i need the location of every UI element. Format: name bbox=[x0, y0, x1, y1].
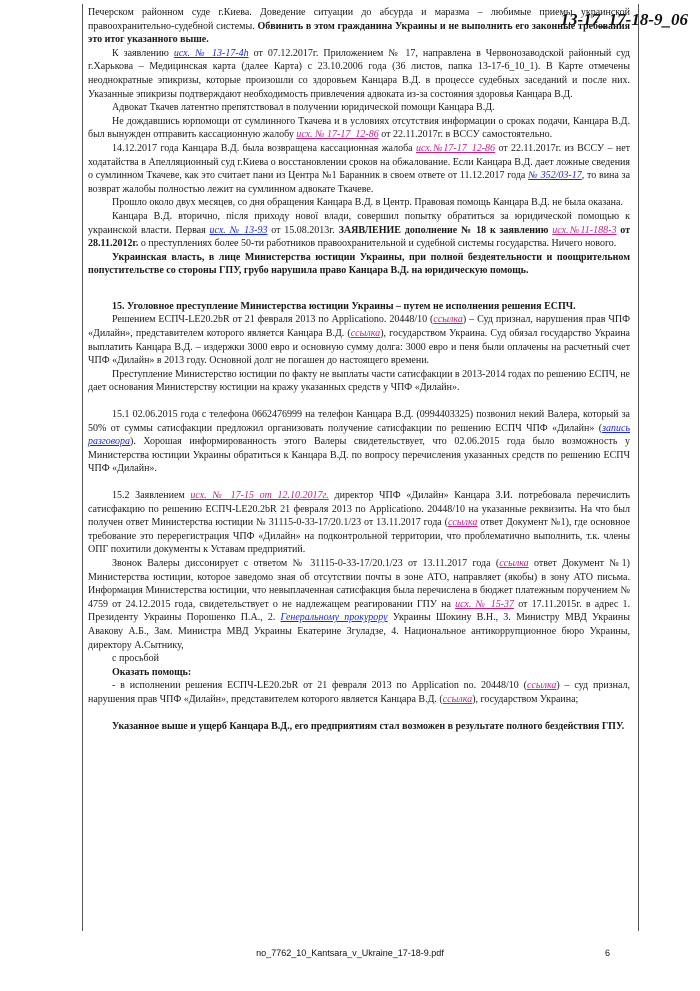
paragraph-valera-call bbox=[88, 557, 630, 652]
paragraph-intro bbox=[88, 6, 630, 47]
paragraph-cassation bbox=[88, 115, 630, 142]
text: от 15.08.2013г. bbox=[271, 224, 335, 236]
reference-link[interactable]: ссылка bbox=[442, 693, 473, 705]
text: от 22.11.2017г. в ВССУ самостоятельно. bbox=[381, 129, 553, 141]
page-number: 6 bbox=[605, 948, 611, 958]
paragraph-help-item bbox=[88, 679, 630, 706]
text: Украины Шокину В.Н., 3. Министру МВД Украины Авакову А.Б., Зам. Министра МВД Украины Екатерине Згуладзе, 4. Национальное антикоррупционное бюро Украины, директору А.Сытнику, bbox=[88, 612, 630, 651]
reference-link[interactable]: ссылка bbox=[526, 680, 557, 692]
text: Звонок Валеры диссонирует с ответом № 31115-0-33-17/20.1/23 от 13.11.2017 года ( bbox=[112, 557, 500, 569]
document-link[interactable]: исх. № 17-17_12-86 bbox=[296, 129, 379, 141]
spacer bbox=[88, 395, 630, 408]
text: от 17.11.2015г. в адрес 1. Президенту Украины Порошенко П.А., 2. bbox=[88, 598, 631, 624]
paragraph-echr-decision bbox=[88, 313, 630, 367]
document-link[interactable]: исх. № 17-15 от 12.10.2017г. bbox=[190, 490, 329, 501]
paragraph-returned-complaint bbox=[88, 142, 630, 196]
spacer bbox=[88, 707, 630, 720]
text: ответ Документ №1), где основное требование это перерегистрация ЧПФ «Дилайн» на подконтрольной территории, что проблематично выполнить, т.к. члены ОПГ похитили документы к Уставам предприятий. bbox=[88, 517, 631, 556]
text: ), государством Украина. Суд обязал государство Украина выплатить Канцара В.Д. – издержки 3000 евро и основную сумму долга: 3000 евро и пеня были оплачены на расчетный счет ЧПФ «Дилайн» в 2013 году. Основной долг не погашен до настоящего времени. bbox=[88, 328, 630, 367]
text: Не дождавшись юрпомощи от сумлинного Ткачева и в условиях отсутствия информации о сроках подачи, Канцара В.Д. был вынужден отправить кассационную жалобу bbox=[88, 115, 630, 141]
bold-text: Обвинить в этом гражданина Украины и не выполнить его законные требования это итог указанного выше. bbox=[88, 20, 630, 46]
reference-link[interactable]: ссылка bbox=[499, 557, 529, 569]
text: ) – суд признал, нарушения прав ЧПФ «Дилайн», представителем которого является Канцара В.Д. ( bbox=[88, 680, 630, 705]
text: - в исполнении решения ЕСПЧ-LE20.2bR от 21 февраля 2013 по Application no. 20448/10 ( bbox=[112, 680, 527, 692]
paragraph-ministry-crime: Преступление Министерство юстиции по факту не выплаты части сатисфакции в 2013-2014 годах по решению ЕСПЧ, не дает основания Министерству юстиции на кражу указанных средств у ЧПФ «Дилайн». bbox=[88, 368, 630, 394]
document-link[interactable]: № 352/03-17 bbox=[528, 170, 582, 182]
document-link[interactable]: исх. № 13-93 bbox=[209, 224, 268, 236]
paragraph-violation-summary: Украинская власть, в лице Министерства юстиции Украины, при полной бездеятельности и поощрительном попустительстве со стороны ГПУ, грубо нарушила право Канцара В.Д. на юридическую помощь. bbox=[88, 251, 630, 277]
text: Печерском районном суде г.Киева. Доведение ситуации до абсурда и маразма – любимые приемы украинской правоохранительно-судебной системы. bbox=[88, 7, 630, 32]
section-15-heading: 15. Уголовное преступление Министерства юстиции Украины – путем не исполнения решения ЕСПЧ. bbox=[112, 300, 576, 312]
text: ответ Документ №1) Министерства юстиции, которое заведомо зная об отсутствии почты в зоне АТО, направляет (якобы) в зону АТО письма. Информация Министерства юстиции, что невыплаченная сатисфакция была перечислена в бюджет платежным поручением № 4759 от 24.12.2015 года, свидетельствует о не надлежащем реагировании ГПУ на bbox=[88, 557, 631, 610]
text: ) – Суд признал, нарушения прав ЧПФ «Дилайн», представителем которого является Канцара В.Д. ( bbox=[88, 314, 630, 340]
text: 14.12.2017 года Канцара В.Д. была возвращена кассационная жалоба bbox=[112, 142, 413, 154]
paragraph-conclusion: Указанное выше и ущерб Канцара В.Д., его предприятиям стал возможен в результате полного бездействия ГПУ. bbox=[112, 720, 625, 732]
bold-text: ЗАЯВЛЕНИЕ дополнение № 18 к заявлению bbox=[338, 224, 549, 236]
paragraph-two-months: Прошло около двух месяцев, со дня обращения Канцара В.Д. в Центр. Правовая помощь Канцара В.Д. не была оказана. bbox=[112, 197, 623, 209]
document-link[interactable]: исх.№17-17_12-86 bbox=[415, 142, 496, 154]
reference-link[interactable]: ссылка bbox=[350, 328, 381, 340]
reference-link[interactable]: ссылка bbox=[433, 314, 463, 326]
document-body bbox=[88, 6, 630, 733]
footer-filename: no_7762_10_Kantsara_v_Ukraine_17-18-9.pdf bbox=[256, 948, 444, 958]
document-link[interactable]: исх. № 13-17-4h bbox=[173, 47, 249, 59]
document-link[interactable]: исх. № 15-37 bbox=[455, 598, 515, 610]
text: Канцара В.Д. вторично, після приходу нової влади, совершил попытку обратиться за юридической помощью к украинской власти. Первая bbox=[88, 210, 630, 236]
text: ), государством Украина; bbox=[472, 693, 579, 705]
spacer bbox=[88, 476, 630, 489]
paragraph-15-2 bbox=[88, 489, 630, 557]
paragraph-medical-card bbox=[88, 47, 630, 101]
text: директор ЧПФ «Дилайн» Канцара З.И. потребовала перечислить сатисфакцию по решению ЕСПЧ-LE20.2bR 21 февраля 2013 по Applicationo. 20448/10 на указанные реквизиты. На что был получен ответ Министерства юстиции № 31115-0-33-17/20.1/23 от 13.11.2017 года ( bbox=[88, 490, 630, 529]
text: 15.2 Заявлением bbox=[112, 490, 185, 501]
paragraph-lawyer: Адвокат Ткачев латентно препятствовал в получении юридической помощи Канцара В.Д. bbox=[112, 102, 495, 114]
text: ). Хорошая информированность этого Валеры свидетельствует, что 02.06.2015 года было возможность у Министерства юстиции Украины обратиться к Канцара В.Д. по вопросу перечисления указанных средств по решению ЕСПЧ ЧПФ «Дилайн». bbox=[88, 436, 630, 475]
paragraph-15-1 bbox=[88, 408, 630, 476]
text: Решением ЕСПЧ-LE20.2bR от 21 февраля 2013 по Applicationo. 20448/10 ( bbox=[112, 314, 434, 326]
closing-request: с просьбой bbox=[112, 653, 159, 665]
bold-text: от 28.11.2012г. bbox=[88, 224, 631, 250]
document-id: 13-17_17-18-9_06 bbox=[560, 10, 688, 29]
document-link[interactable]: исх.№11-188-3 bbox=[552, 224, 617, 236]
reference-link[interactable]: ссылка bbox=[447, 517, 478, 529]
text: , то вина за возврат жалобы полностью лежит на сумлинном адвокате Ткачеве. bbox=[88, 170, 631, 195]
help-heading: Оказать помощь: bbox=[112, 666, 192, 678]
spacer bbox=[88, 278, 630, 300]
text: от 07.12.2017г. Приложением № 17, направлена в Червонозаводской районный суд г.Харькова – Медицинская карта (далее Карта) с 23.10.2006 года (36 листов, папка 13-17-6_10_1). В Карте отмечены неоднократные эпикризы, которые произошли со здоровьем Канцара В.Д. в процессе судебных заседаний и после них. Указанные эпикризы подтверждают необходимость привлечения адвоката из-за состояния здоровья Канцара В.Д. bbox=[88, 47, 631, 100]
text: от 22.11.2017г. из ВССУ – нет ходатайства в Апелляционный суд г.Киева о восстановлении сроков на обжалование. Если Канцара В.Д. дает ложные сведения о сумлинном Ткачеве, как это считает пани из Центра №1 Баранник в своем ответе от 11.12.2017 года bbox=[88, 142, 631, 182]
recording-link[interactable]: запись разговора bbox=[88, 422, 630, 448]
text: К заявлению bbox=[112, 47, 169, 59]
text: 15.1 02.06.2015 года с телефона 0662476999 на телефон Канцара В.Д. (0994403325) позвонил некий Валера, который за 50% от суммы сатисфакции предложил организовать получение сатисфакции по решению ЕСПЧ ЧПФ «Дилайн» ( bbox=[88, 409, 630, 434]
paragraph-second-attempt bbox=[88, 210, 630, 251]
text: о преступлениях более 50-ти работников правоохранительной и судебной системы государства. Ничего нового. bbox=[140, 238, 617, 250]
prosecutor-link[interactable]: Генеральному прокурору bbox=[280, 612, 388, 624]
